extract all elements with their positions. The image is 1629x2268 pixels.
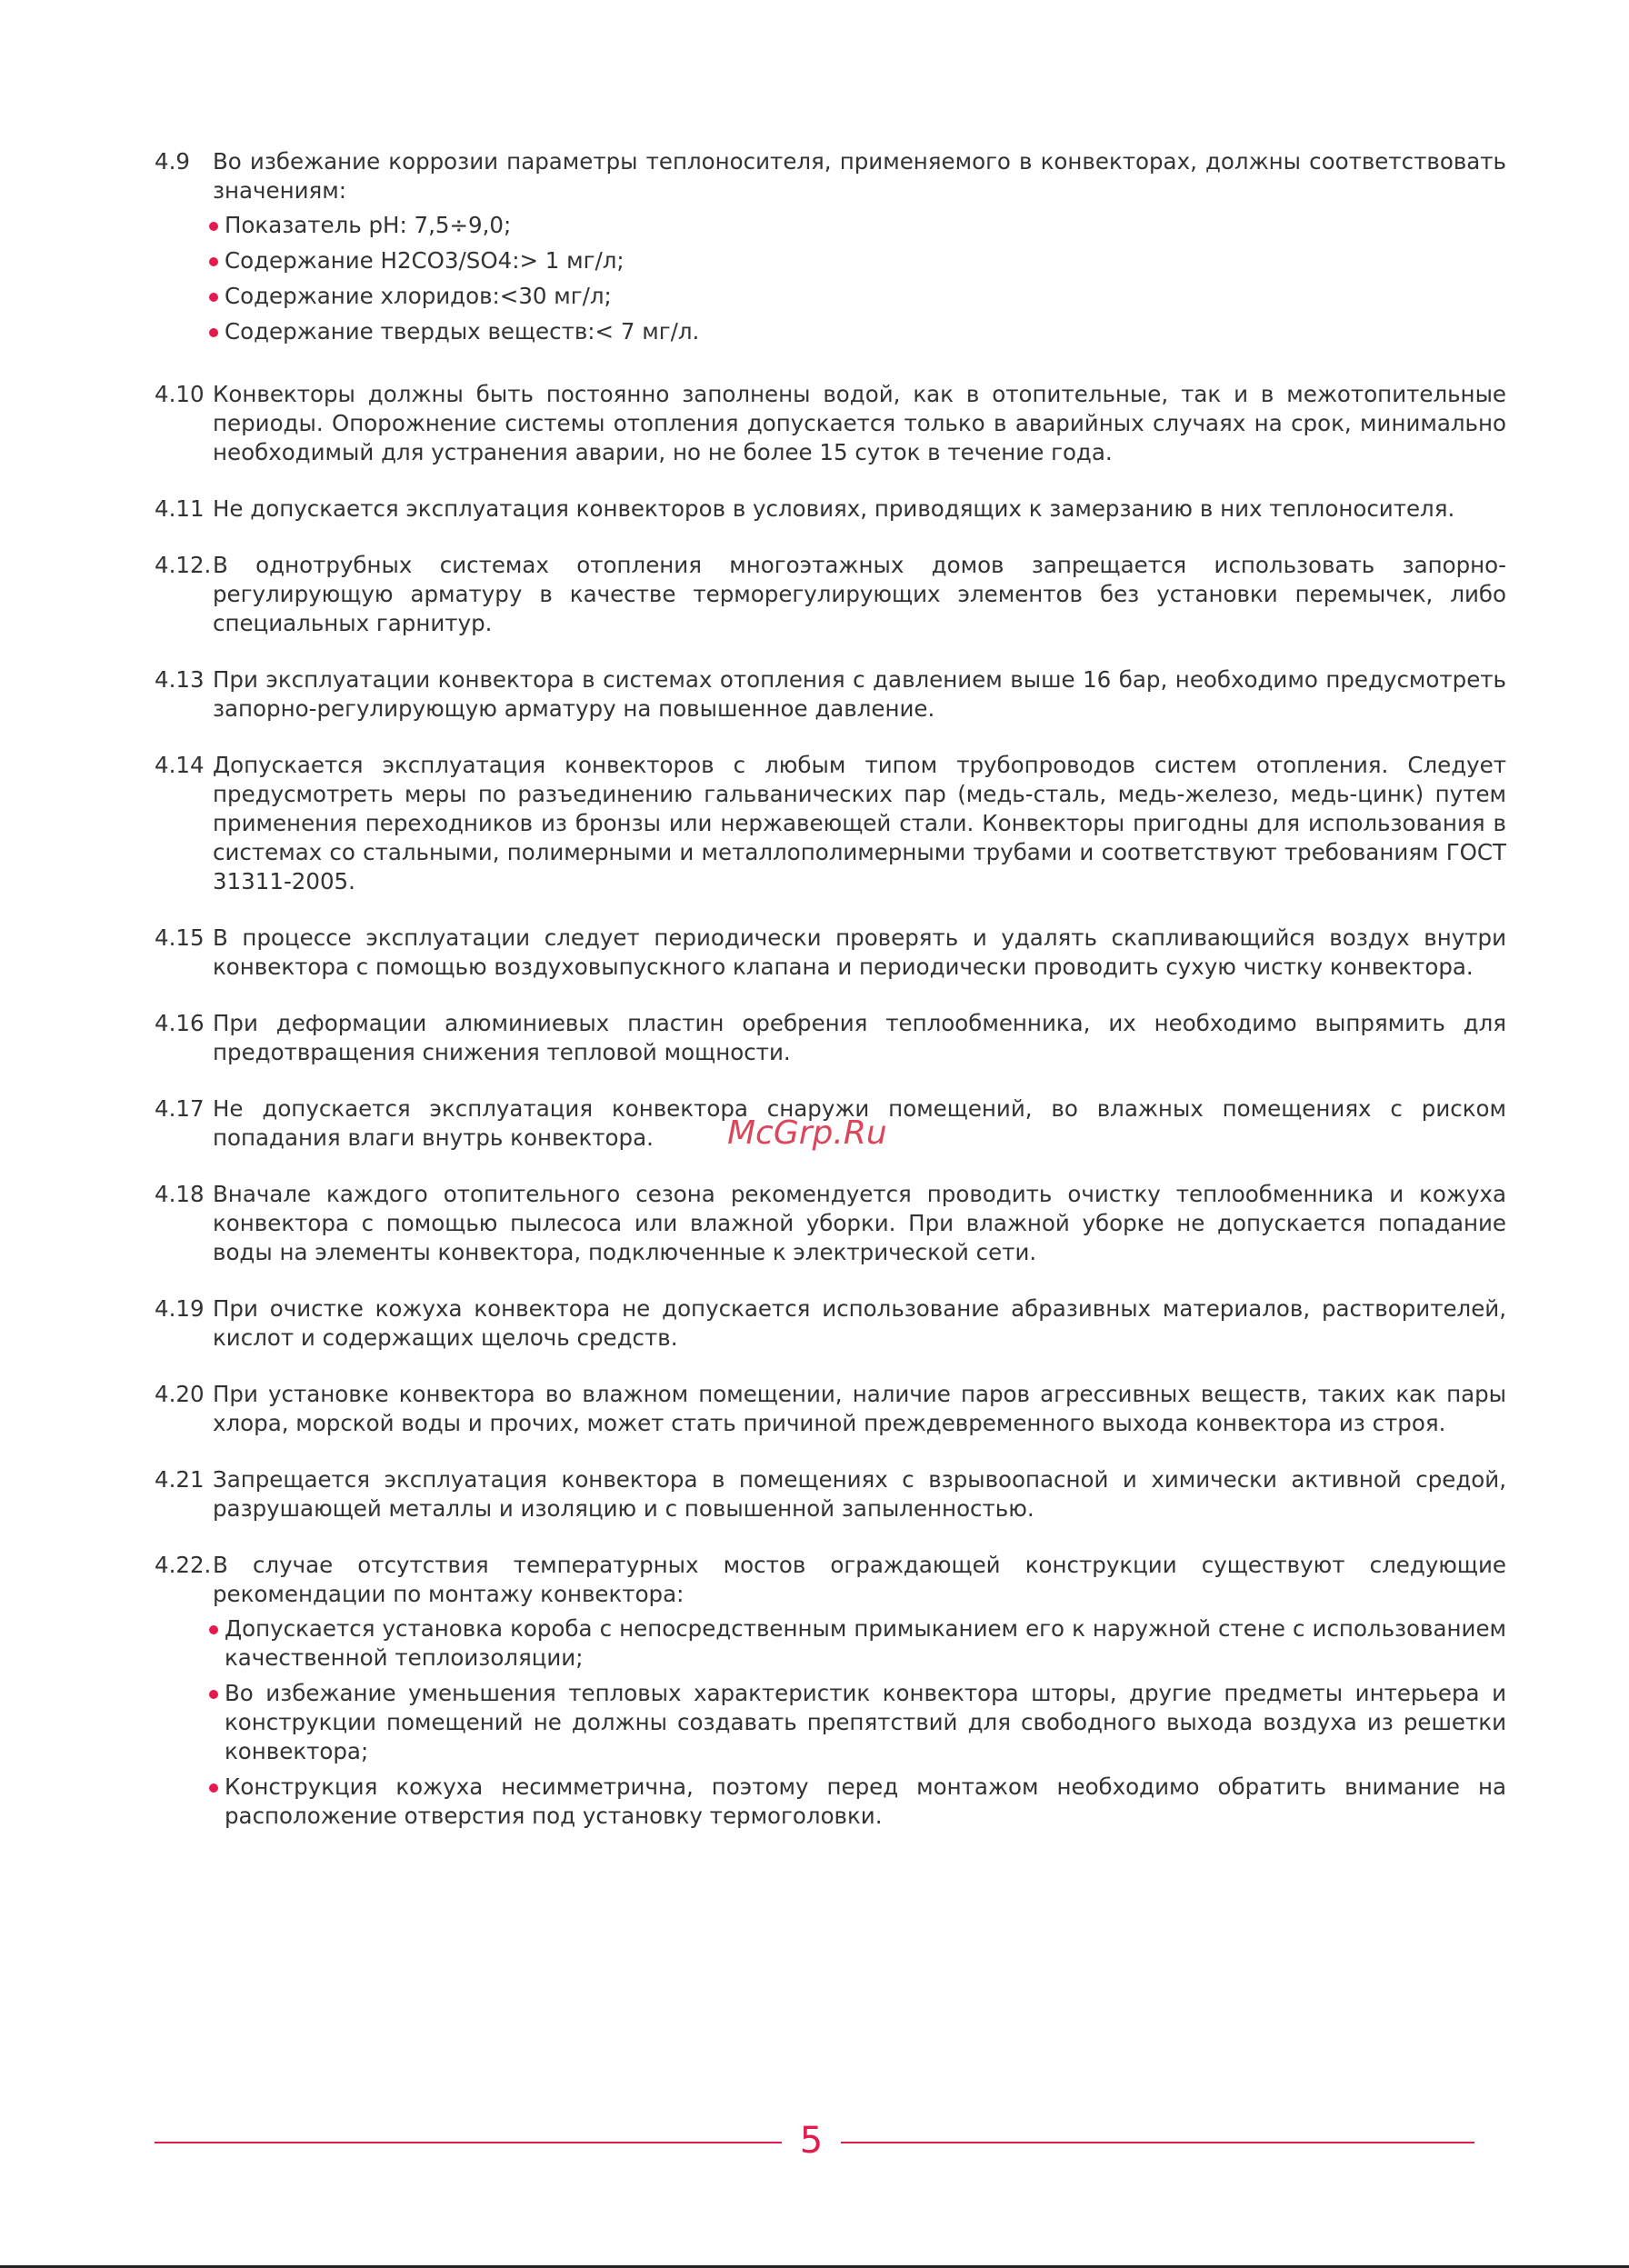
bullet-item <box>209 246 1506 275</box>
section-item-4-10 <box>155 380 1506 467</box>
bullet-text: Конструкция кожуха несимметрична, поэтому перед монтажом необходимо обратить внимание на расположение отверстия под установку термоголовки. <box>225 1773 1506 1829</box>
section-number: 4.18 <box>155 1181 205 1207</box>
bullet-text: Содержание хлоридов:<30 мг/л; <box>225 283 612 309</box>
section-item-4-15 <box>155 924 1506 982</box>
bullet-item <box>209 282 1506 311</box>
bullet-item <box>209 1614 1506 1673</box>
section-number: 4.13 <box>155 666 205 693</box>
section-item-4-12 <box>155 551 1506 638</box>
section-item-4-21 <box>155 1465 1506 1524</box>
section-number: 4.15 <box>155 924 205 951</box>
section-text: В процессе эксплуатации следует периодически проверять и удалять скапливающийся воздух внутри конвектора с помощью воздуховыпускного клапана и периодически проводить сухую чистку конвектора. <box>213 924 1506 980</box>
section-text: При установке конвектора во влажном помещении, наличие паров агрессивных веществ, таких как пары хлора, морской воды и прочих, может стать причиной преждевременного выхода конвектора из строя. <box>213 1381 1506 1436</box>
bullet-dot-icon <box>209 1690 218 1699</box>
bullet-dot-icon <box>209 293 218 302</box>
section-item-4-16 <box>155 1009 1506 1067</box>
bullet-text: Во избежание уменьшения тепловых характеристик конвектора шторы, другие предметы интерьера и конструкции помещений не должны создавать препятствий для свободного выхода воздуха из решетки конвектора; <box>225 1680 1506 1764</box>
section-content <box>213 1551 1506 1837</box>
section-item-4-18 <box>155 1180 1506 1267</box>
section-text: При деформации алюминиевых пластин оребрения теплообменника, их необходимо выпрямить для предотвращения снижения тепловой мощности. <box>213 1010 1506 1065</box>
bullet-dot-icon <box>209 1625 218 1634</box>
section-text: Допускается эксплуатация конвекторов с любым типом трубопроводов систем отопления. Следует предусмотреть меры по разъединению гальванических пар (медь-сталь, медь-железо, медь-цинк) путем применения переходников из бронзы или нержавеющей стали. Конвекторы пригодны для использования в системах со стальными, полимерными и металлополимерными трубами и соответствуют требованиям ГОСТ 31311-2005. <box>213 752 1506 894</box>
section-item-4-14 <box>155 751 1506 896</box>
section-item-4-22 <box>155 1551 1506 1837</box>
section-number: 4.12. <box>155 552 212 578</box>
watermark: McGrp.Ru <box>727 1114 887 1152</box>
section-content <box>213 147 1506 353</box>
section-number: 4.10 <box>155 381 205 407</box>
section-text: В однотрубных системах отопления многоэтажных домов запрещается использовать запорно-регулирующую арматуру в качестве терморегулирующих элементов без установки перемычек, либо специальных гарнитур. <box>213 552 1506 636</box>
section-item-4-9 <box>155 147 1506 353</box>
section-item-4-11 <box>155 495 1506 524</box>
bullet-text: Допускается установка короба с непосредственным примыканием его к наружной стене с использованием качественной теплоизоляции; <box>225 1615 1506 1671</box>
document-body <box>155 147 1506 1864</box>
section-item-4-20 <box>155 1380 1506 1438</box>
bullet-dot-icon <box>209 1783 218 1793</box>
bullet-dot-icon <box>209 222 218 231</box>
bullet-list <box>209 1614 1506 1831</box>
section-text: При очистке кожуха конвектора не допускается использование абразивных материалов, растворителей, кислот и содержащих щелочь средств. <box>213 1295 1506 1351</box>
section-text: Не допускается эксплуатация конвекторов в условиях, приводящих к замерзанию в них теплоносителя. <box>213 495 1455 522</box>
section-number: 4.11 <box>155 495 205 522</box>
section-number: 4.9 <box>155 148 190 175</box>
section-text: При эксплуатации конвектора в системах отопления с давлением выше 16 бар, необходимо предусмотреть запорно-регулирующую арматуру на повышенное давление. <box>213 666 1506 722</box>
section-number: 4.21 <box>155 1466 205 1493</box>
section-text: Запрещается эксплуатация конвектора в помещениях с взрывоопасной и химически активной средой, разрушающей металлы и изоляцию и с повышенной запыленностью. <box>213 1466 1506 1522</box>
section-item-4-13 <box>155 665 1506 724</box>
footer-divider-left <box>155 2142 782 2143</box>
section-number: 4.22. <box>155 1552 212 1578</box>
bullet-item <box>209 1773 1506 1831</box>
section-item-4-19 <box>155 1294 1506 1353</box>
bullet-item <box>209 317 1506 346</box>
section-number: 4.19 <box>155 1295 205 1322</box>
section-number: 4.16 <box>155 1010 205 1036</box>
bullet-text: Содержание H2CO3/SO4:> 1 мг/л; <box>225 247 625 274</box>
footer-divider-right <box>841 2142 1474 2143</box>
section-text: В случае отсутствия температурных мостов ограждающей конструкции существуют следующие рекомендации по монтажу конвектора: <box>213 1552 1506 1607</box>
section-number: 4.14 <box>155 752 205 778</box>
section-text: Во избежание коррозии параметры теплоносителя, применяемого в конвекторах, должны соответствовать значениям: <box>213 148 1506 204</box>
page-number: 5 <box>799 2120 824 2162</box>
bullet-list <box>209 211 1506 346</box>
section-number: 4.20 <box>155 1381 205 1407</box>
bullet-dot-icon <box>209 328 218 337</box>
bullet-item <box>209 211 1506 240</box>
section-text: Вначале каждого отопительного сезона рекомендуется проводить очистку теплообменника и кожуха конвектора с помощью пылесоса или влажной уборки. При влажной уборке не допускается попадание воды на элементы конвектора, подключенные к электрической сети. <box>213 1181 1506 1265</box>
bullet-text: Показатель pH: 7,5÷9,0; <box>225 212 512 238</box>
section-text: Конвекторы должны быть постоянно заполнены водой, как в отопительные, так и в межотопительные периоды. Опорожнение системы отопления допускается только в аварийных случаях на срок, минимально необходимый для устранения аварии, но не более 15 суток в течение года. <box>213 381 1506 465</box>
bullet-item <box>209 1679 1506 1766</box>
bullet-text: Содержание твердых веществ:< 7 мг/л. <box>225 318 700 345</box>
section-number: 4.17 <box>155 1095 205 1122</box>
bullet-dot-icon <box>209 257 218 266</box>
section-text: Не допускается эксплуатация конвектора снаружи помещений, во влажных помещениях с риском попадания влаги внутрь конвектора. <box>213 1095 1506 1151</box>
